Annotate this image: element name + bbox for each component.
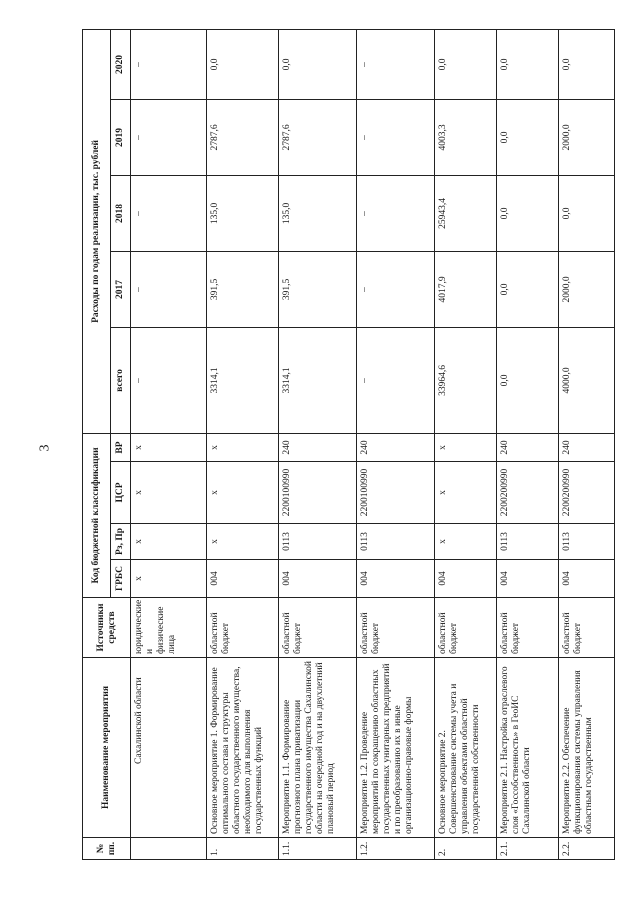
- row-2020: –: [131, 29, 207, 99]
- header-total: всего: [111, 327, 131, 433]
- row-2017: 391,5: [279, 251, 357, 327]
- header-vr: ВР: [111, 433, 131, 461]
- row-vr: x: [131, 433, 207, 461]
- row-2019: –: [357, 99, 435, 175]
- row-num: 1.1.: [279, 838, 357, 860]
- row-2017: 391,5: [207, 251, 279, 327]
- row-2018: 135,0: [279, 175, 357, 251]
- row-rzpr: x: [131, 524, 207, 560]
- row-csr: x: [435, 462, 497, 524]
- row-2017: –: [131, 251, 207, 327]
- row-name: Сахалинской области: [134, 677, 144, 764]
- row-total: –: [131, 327, 207, 433]
- row-vr: 240: [497, 433, 559, 461]
- header-rzpr: Рз, Пр: [111, 524, 131, 560]
- header-code: Код бюджетной классификации: [83, 433, 111, 597]
- row-2019: 2787,6: [279, 99, 357, 175]
- row-vr: x: [207, 433, 279, 461]
- row-vr: 240: [357, 433, 435, 461]
- row-source: областной бюджет: [435, 598, 497, 658]
- row-grbs: 004: [279, 560, 357, 598]
- row-num: 2.2.: [559, 838, 615, 860]
- row-2018: 135,0: [207, 175, 279, 251]
- row-vr: 240: [559, 433, 615, 461]
- row-csr: 2200100990: [357, 462, 435, 524]
- row-csr: 2200200990: [559, 462, 615, 524]
- row-name: Мероприятие 1.1. Формирование прогнозного плана приватизации государственного имущества Сахалинской области на очередной год и на двухлетний плановый период: [279, 658, 357, 838]
- header-2019: 2019: [111, 99, 131, 175]
- table-row-top: [131, 29, 207, 859]
- header-2017: 2017: [111, 251, 131, 327]
- row-grbs: x: [131, 560, 207, 598]
- row-name: Мероприятие 2.2. Обеспечение функционирования системы управления областным государственным: [559, 658, 615, 838]
- header-source: Источники средств: [83, 598, 131, 658]
- header-expenses: Расходы по годам реализации, тыс. рублей: [83, 29, 111, 433]
- row-name: Основное мероприятие 1. Формирование оптимального состава и структуры областного государственного имущества, необходимого для выполнения государственных функций: [207, 658, 279, 838]
- table-row: [435, 29, 497, 859]
- row-total: 3314,1: [279, 327, 357, 433]
- row-2020: 0,0: [207, 29, 279, 99]
- row-source: областной бюджет: [559, 598, 615, 658]
- row-grbs: 004: [435, 560, 497, 598]
- row-2020: 0,0: [435, 29, 497, 99]
- rotated-table-container: [82, 30, 632, 860]
- row-2018: –: [357, 175, 435, 251]
- header-name: Наименование мероприятия: [83, 658, 131, 838]
- row-grbs: 004: [497, 560, 559, 598]
- row-total: 4000,0: [559, 327, 615, 433]
- row-2019: 2787,6: [207, 99, 279, 175]
- row-2018: 0,0: [497, 175, 559, 251]
- row-rzpr: 0113: [279, 524, 357, 560]
- row-rzpr: 0113: [357, 524, 435, 560]
- row-source: областной бюджет: [207, 598, 279, 658]
- row-num: 2.1.: [497, 838, 559, 860]
- row-total: 0,0: [497, 327, 559, 433]
- row-2017: 4017,9: [435, 251, 497, 327]
- table-row: [559, 29, 615, 859]
- row-source: областной бюджет: [357, 598, 435, 658]
- row-2018: 0,0: [559, 175, 615, 251]
- row-num: 1.2.: [357, 838, 435, 860]
- row-num: 2.: [435, 838, 497, 860]
- row-source: юридические и физические лица: [131, 598, 207, 658]
- row-csr: x: [207, 462, 279, 524]
- row-csr: 2200200990: [497, 462, 559, 524]
- row-2017: –: [357, 251, 435, 327]
- row-2019: 4003,3: [435, 99, 497, 175]
- row-source: областной бюджет: [497, 598, 559, 658]
- row-grbs: 004: [207, 560, 279, 598]
- row-total: 3314,1: [207, 327, 279, 433]
- row-csr: 2200100990: [279, 462, 357, 524]
- row-name: Основное мероприятие 2. Совершенствование системы учета и управления объектами областной государственной собственности: [435, 658, 497, 838]
- header-2020: 2020: [111, 29, 131, 99]
- row-rzpr: x: [207, 524, 279, 560]
- header-num: № пп.: [83, 838, 131, 860]
- row-grbs: 004: [357, 560, 435, 598]
- row-source: областной бюджет: [279, 598, 357, 658]
- header-2018: 2018: [111, 175, 131, 251]
- row-2020: –: [357, 29, 435, 99]
- row-total: –: [357, 327, 435, 433]
- row-vr: x: [435, 433, 497, 461]
- header-grbs: ГРБС: [111, 560, 131, 598]
- table-row: [207, 29, 279, 859]
- row-name: Мероприятие 1.2. Проведение мероприятий по сокращению областных государственных унитарных предприятий и по преобразованию их в иные организационно-правовые формы: [357, 658, 435, 838]
- row-total: 33964,6: [435, 327, 497, 433]
- row-2019: 0,0: [497, 99, 559, 175]
- row-2017: 2000,0: [559, 251, 615, 327]
- row-2019: –: [131, 99, 207, 175]
- row-2019: 2000,0: [559, 99, 615, 175]
- row-rzpr: 0113: [497, 524, 559, 560]
- row-2020: 0,0: [497, 29, 559, 99]
- budget-table: [82, 29, 615, 860]
- row-rzpr: 0113: [559, 524, 615, 560]
- row-rzpr: x: [435, 524, 497, 560]
- row-2020: 0,0: [559, 29, 615, 99]
- row-grbs: 004: [559, 560, 615, 598]
- row-2018: 25943,4: [435, 175, 497, 251]
- table-row: [497, 29, 559, 859]
- table-row: [279, 29, 357, 859]
- header-csr: ЦСР: [111, 462, 131, 524]
- row-vr: 240: [279, 433, 357, 461]
- row-csr: x: [131, 462, 207, 524]
- table-row: [357, 29, 435, 859]
- row-2017: 0,0: [497, 251, 559, 327]
- row-num: 1.: [207, 838, 279, 860]
- page-number: 3: [37, 444, 53, 452]
- row-2020: 0,0: [279, 29, 357, 99]
- row-2018: –: [131, 175, 207, 251]
- row-name: Мероприятие 2.1. Настройка отраслевого слоя «Госсобственность» в ГеоИС Сахалинской области: [497, 658, 559, 838]
